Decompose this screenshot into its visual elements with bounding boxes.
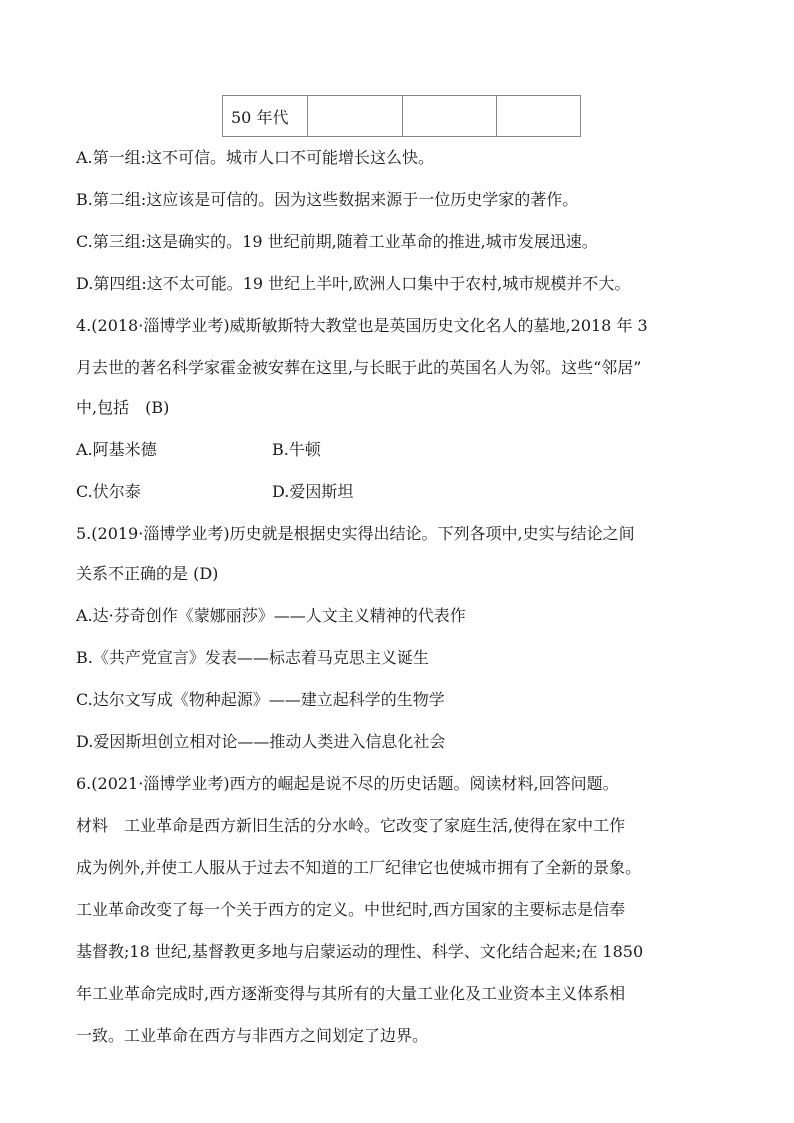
q6-stem-line-1: 6.(2021·淄博学业考)西方的崛起是说不尽的历史话题。阅读材料,回答问题。 [76,774,619,793]
q5-option-b: B.《共产党宣言》发表——标志着马克思主义诞生 [76,648,429,667]
data-table-fragment [222,95,581,137]
material-text: 工业革命是西方新旧生活的分水岭。它改变了家庭生活,使得在家中工作 [124,816,626,835]
q4-stem-line-3: 中,包括 (B) [76,398,170,417]
table-cell [308,96,403,137]
q3-option-c: C.第三组:这是确实的。19 世纪前期,随着工业革命的推进,城市发展迅速。 [76,232,598,251]
q6-material-line-3: 工业革命改变了每一个关于西方的定义。中世纪时,西方国家的主要标志是信奉 [76,900,626,919]
table-cell [403,96,497,137]
table-row [223,96,581,137]
q5-option-c: C.达尔文写成《物种起源》——建立起科学的生物学 [76,690,445,709]
q4-stem-line-2: 月去世的著名科学家霍金被安葬在这里,与长眠于此的英国名人为邻。这些“邻居” [76,358,642,377]
q3-option-b: B.第二组:这应该是可信的。因为这些数据来源于一位历史学家的著作。 [76,190,579,209]
q5-stem-line-2: 关系不正确的是 (D) [76,564,219,583]
q6-material-line-4: 基督教;18 世纪,基督教更多地与启蒙运动的理性、科学、文化结合起来;在 1850 [76,942,644,961]
table-row-label: 50 年代 [223,96,308,137]
table-cell [497,96,581,137]
q6-material-line-6: 一致。工业革命在西方与非西方之间划定了边界。 [76,1026,429,1045]
q4-option-a: A.阿基米德 [76,440,157,459]
q3-option-a: A.第一组:这不可信。城市人口不可能增长这么快。 [76,148,435,167]
q3-option-d: D.第四组:这不太可能。19 世纪上半叶,欧洲人口集中于农村,城市规模并不大。 [76,274,631,293]
q6-material-line-2: 成为例外,并使工人服从于过去不知道的工厂纪律它也使城市拥有了全新的景象。 [76,858,642,877]
q5-option-d: D.爱因斯坦创立相对论——推动人类进入信息化社会 [76,732,446,751]
q6-material-line-5: 年工业革命完成时,西方逐渐变得与其所有的大量工业化及工业资本主义体系相 [76,984,626,1003]
q4-option-c: C.伏尔泰 [76,482,141,501]
material-label: 材料 [76,816,109,835]
q6-material-line-1 [76,814,625,838]
q4-stem-line-1: 4.(2018·淄博学业考)威斯敏斯特大教堂也是英国历史文化名人的墓地,2018 年 3 [76,316,648,335]
q4-option-b: B.牛顿 [272,440,321,459]
q4-option-d: D.爱因斯坦 [272,482,354,501]
q5-option-a: A.达·芬奇创作《蒙娜丽莎》——人文主义精神的代表作 [76,606,466,625]
q5-stem-line-1: 5.(2019·淄博学业考)历史就是根据史实得出结论。下列各项中,史实与结论之间 [76,524,635,543]
